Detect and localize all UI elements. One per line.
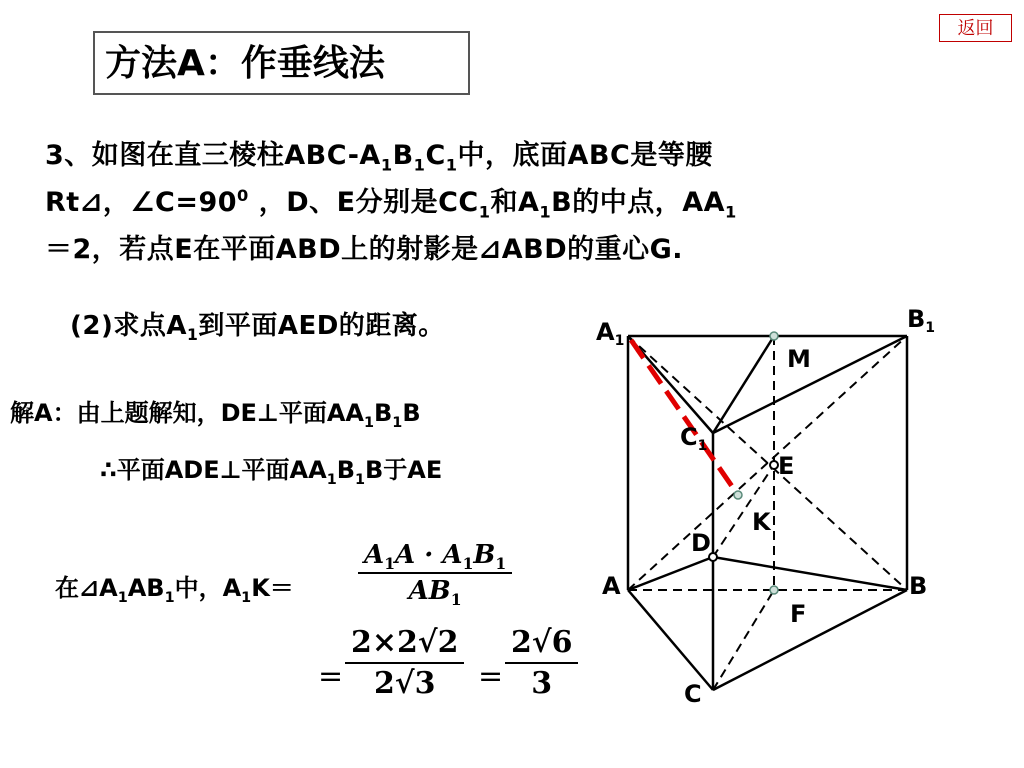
- equals-sign-1: =: [318, 659, 344, 694]
- question-text: (2)求点$A_1$到平面AED的距离。: [70, 311, 445, 345]
- problem-line-1: 3、如图在直三棱柱ABC-$A_1B_1C_1$中，底面ABC是等腰: [45, 140, 713, 175]
- point-f: [770, 586, 778, 594]
- point-k: [734, 491, 742, 499]
- label-e: E: [778, 452, 795, 480]
- edge-db: [713, 557, 907, 590]
- equals-sign-2: =: [478, 659, 504, 694]
- solution-line-2: ∴平面ADE⊥平面$AA_1B_1B$于AE: [100, 456, 443, 488]
- edge-ad: [628, 557, 713, 590]
- solution-line-3: 在$⊿A_1AB_1$中，$A_1K=$: [55, 574, 294, 606]
- back-button[interactable]: 返回: [939, 14, 1012, 42]
- fraction-value: $\frac{2\times 2√2}{2√3}$: [345, 625, 464, 701]
- page-title: 方法A：作垂线法: [93, 31, 470, 95]
- label-c: C: [684, 680, 702, 708]
- label-m: M: [787, 345, 811, 373]
- label-b1: $B_1$: [907, 305, 936, 336]
- label-a: A: [602, 572, 621, 600]
- problem-line-2: Rt⊿，$\angle C=90^0$ ，D、E分别是$CC_1$和$A_1B$的中点，$AA_1$: [45, 186, 737, 222]
- label-a1: $A_1$: [596, 318, 625, 349]
- problem-line-3: ＝2，若点E在平面ABD上的射影是⊿ABD的重心G.: [45, 234, 684, 265]
- fraction-a1k: $\frac{A_1A \cdot A_1B_1}{AB_1}$: [358, 540, 512, 606]
- edge-ac: [628, 590, 713, 690]
- point-e: [770, 461, 778, 469]
- label-k: K: [752, 508, 771, 536]
- fraction-result: $\frac{2√6}{3}$: [505, 625, 578, 701]
- label-f: F: [790, 600, 807, 628]
- label-b: B: [909, 572, 928, 600]
- label-c1: $C_1$: [680, 423, 708, 454]
- solution-line-1: 解A：由上题解知，DE⊥平面$AA_1B_1B$: [10, 399, 421, 431]
- point-m: [770, 332, 778, 340]
- edge-cb: [713, 590, 907, 690]
- label-d: D: [691, 529, 711, 557]
